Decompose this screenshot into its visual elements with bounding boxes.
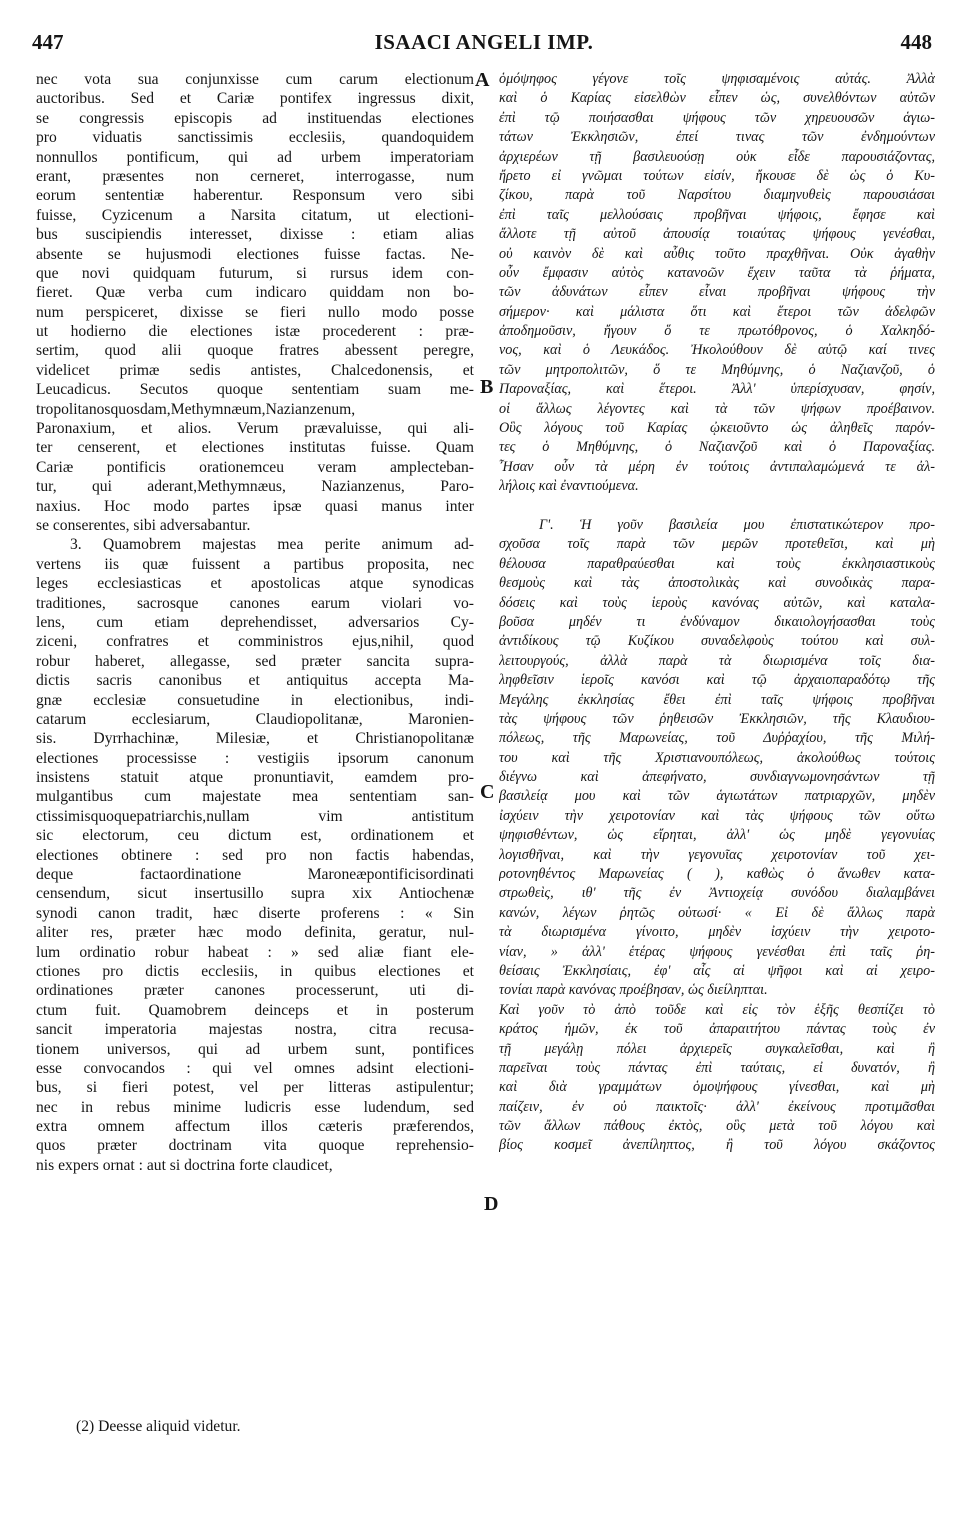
- greek-line: νίαν, » ἀλλ' ἑτέρας ψήφους γενέσθαι ἐπὶ ταῖς ῥη-: [499, 943, 935, 960]
- greek-line: παρεῖναι τοὺς πάντας ἐπὶ ταύταις, εἰ δυνατόν, ἢ: [499, 1059, 935, 1076]
- greek-line: θείσαις Ἐκκλησίαις, ἐφ' αἷς αἱ ψῆφοι καὶ αἱ χειρο-: [499, 962, 935, 979]
- greek-line: Καὶ γοῦν τὸ ἀπὸ τοῦδε καὶ εἰς τὸν ἑξῆς θεσπίζει τὸ: [499, 1001, 935, 1018]
- latin-line: se congressis episcopis ad instituendas electiones: [36, 109, 474, 127]
- greek-line: Μεγάλης ἐκκλησίας ἔθει ἐπὶ ταῖς ψήφοις προβῆναι: [499, 691, 935, 708]
- greek-line: τὰ διωρισμένα γίνοιτο, μηδὲν ἰσχύειν τὴν χειροτο-: [499, 924, 935, 941]
- greek-line: σχοῦσα τοῖς παρὰ τῶν μερῶν προτεθεῖσι, καὶ μὴ: [499, 536, 935, 553]
- latin-line: bus, si fieri potest, vel per litteras astipulentur;: [36, 1079, 474, 1097]
- greek-column: [499, 70, 935, 1156]
- margin-letter-c: C: [480, 781, 495, 803]
- greek-line: Παροναξίας, καὶ ἕτεροι. Ἀλλ' ὑπερίσχυσαν, φησίν,: [499, 381, 935, 398]
- margin-letter-b: B: [480, 376, 494, 398]
- greek-line: βοῦσα μηδέν τι ἐνδύναμον δικαιολογήσασθαι τοὺς: [499, 613, 935, 630]
- page-header: [28, 30, 940, 58]
- greek-line: ληφθεῖσιν ἱεροῖς κανόσι καὶ τῷ ἀρχαιοπαραδότῳ τῆς: [499, 672, 935, 689]
- greek-line: τάτων Ἐκκλησιῶν, ἐπεί τινας τῶν ἐνδημούντων: [499, 129, 935, 146]
- greek-line: τῶν ἄλλων πάθους ἐκτὸς, οὓς μετὰ τοῦ λόγου καὶ: [499, 1118, 935, 1135]
- greek-line: δόσεις καὶ τοὺς ἱεροὺς κανόνας αὐτῶν, καὶ καταλα-: [499, 594, 935, 611]
- latin-line: eorum sententiæ haberentur. Responsum vero sibi: [36, 187, 474, 205]
- latin-line: sertim, quod alii quoque fratres abessent peregre,: [36, 342, 474, 360]
- latin-line: ziceni, confratres et comministros ejus,nihil, quod: [36, 633, 474, 651]
- latin-line: auctoribus. Sed et Cariæ pontifex ingressus dixit,: [36, 90, 474, 108]
- latin-line: pro viduatis sanctissimis ecclesiis, quandoquidem: [36, 129, 474, 147]
- latin-line: 3. Quamobrem majestas mea perite animum ad-: [70, 536, 474, 554]
- greek-line: τες ὁ Μηθύμνης, ὁ Ναζιανζοῦ καὶ ὁ Παροναξίας.: [499, 439, 935, 456]
- latin-line: Paronaxium, et alios. Verum prævaluisse, qui ali-: [36, 420, 474, 438]
- latin-line: electiones processisse : vestigiis ipsorum canonum: [36, 749, 474, 767]
- latin-line: num perspiceret, dixisse se fieri nullo modo posse: [36, 303, 474, 321]
- latin-line: erant, præsentes non cerneret, interrogasse, num: [36, 167, 474, 185]
- latin-line: ordinationes præter canones processerunt, uti di-: [36, 982, 474, 1000]
- latin-line: fieret. Quæ verba cum indicaro quiddam non bo-: [36, 284, 474, 302]
- latin-line: catarum ecclesiarum, Claudiopolitanæ, Maronien-: [36, 710, 474, 728]
- greek-line: νος, καὶ ὁ Λευκάδος. Ἠκολούθουν δὲ αὐτῷ καί τινες: [499, 342, 935, 359]
- greek-line: οὖν ἔμφασιν αὐτὸς κατανοῶν ἔχειν ταῦτα τὰ ῥήματα,: [499, 264, 935, 281]
- greek-line: τῶν ἀδυνάτων εἶπεν εἶναι προβῆναι ψήφους τὴν: [499, 284, 935, 301]
- greek-line: ἐπὶ τῷ ποιήσασθαι ψήφους τῶν χηρευουσῶν ἁγιω-: [499, 109, 935, 126]
- latin-line: esse convocandos : qui vel omnes adsint electioni-: [36, 1059, 474, 1077]
- latin-line: insistens statuit atque pronuntiavit, eamdem pro-: [36, 769, 474, 787]
- greek-line: ζίκου, παρὰ τοῦ Ναρσίτου διαμηνυθεὶς παρουσιάσαι: [499, 187, 935, 204]
- latin-line: nonnullos pontificum, qui ad urbem imperatoriam: [36, 148, 474, 166]
- greek-line: βασιλείᾳ μου καὶ τῶν ἁγιωτάτων πατριαρχῶν, μηδὲν: [499, 788, 935, 805]
- latin-line: gnæ ecclesiæ consuetudine in electionibus, indi-: [36, 691, 474, 709]
- margin-letter-d: D: [484, 1193, 499, 1215]
- latin-line: naxius. Hoc modo partes ipsæ quasi manus inter: [36, 497, 474, 515]
- greek-line: ἐπὶ ταῖς μελλούσαις προβῆναι ψήφοις, ἔφησε καὶ: [499, 206, 935, 223]
- greek-line: λήλοις καὶ ἐναντιούμενα.: [499, 478, 639, 495]
- latin-line: ter censerent, et electiones institutas fuisse. Quam: [36, 439, 474, 457]
- greek-line: τονίαι παρὰ κανόνας προέβησαν, ὡς διείληπται.: [499, 982, 768, 999]
- footnote: (2) Deesse aliquid videtur.: [76, 1418, 241, 1435]
- greek-line: τῶν μητροπολιτῶν, ὅ τε Μηθύμνης, ὁ Ναζιανζοῦ, ὁ: [499, 361, 935, 378]
- greek-line: θεσμοὺς καὶ τὰς ἀποστολικὰς καὶ συνοδικὰς παρα-: [499, 575, 935, 592]
- greek-line: πόλεως, τῆς Μαρωνείας, τοῦ Δυῤῥαχίου, τῆς Μιλή-: [499, 730, 935, 747]
- greek-line: Οὓς λόγους τοῦ Καρίας ᾠκειοῦντο ὡς ἀληθεῖς παρόν-: [499, 420, 935, 437]
- latin-line: Leucadicus. Secutos quoque sententiam suam me-: [36, 381, 474, 399]
- latin-line: extra omnem affectum illos cæteris præferendos,: [36, 1118, 474, 1136]
- latin-line: dictis sacris canonibus et antiquitus accepta Ma-: [36, 672, 474, 690]
- greek-line: οἱ ἄλλως λέγοντες καὶ τὰ τῶν ψήφων προέβαινον.: [499, 400, 935, 417]
- latin-line: sis. Dyrrhachinæ, Milesiæ, et Christianopolitanæ: [36, 730, 474, 748]
- latin-line: lum ordinatio robur habeat : » sed aliæ fiant ele-: [36, 943, 474, 961]
- latin-line: videlicet primæ sedis antistes, Chalcedonensis, et: [36, 361, 474, 379]
- latin-line: que novi quidquam futurum, si rursus idem con-: [36, 264, 474, 282]
- latin-line: ctissimisquoquepatriarchis,nullam vim antistitum: [36, 807, 474, 825]
- latin-line: censendum, sicut insertusillo supra xix Antiochenæ: [36, 885, 474, 903]
- greek-line: τῇ μεγάλῃ πόλει ἀρχιερεῖς συγκαλεῖσθαι, καὶ ἢ: [499, 1040, 935, 1057]
- greek-line: διέγνω καὶ ἀπεφήνατο, συνδιαγνωμονησάντων τῇ: [499, 769, 935, 786]
- greek-line: ὁμόψηφος γέγονε τοῖς ψηφισαμένοις αὐτάς. Ἀλλὰ: [499, 71, 935, 87]
- latin-line: nis expers ornat : aut si doctrina forte claudicet,: [36, 1156, 333, 1174]
- greek-line: του καὶ τῆς Χριστιανουπόλεως, ἀκολούθως τούτοις: [499, 749, 935, 766]
- latin-line: quos præter doctrinam vita quoque reprehensio-: [36, 1137, 474, 1155]
- greek-line: ἰσχύειν τὴν χειροτονίαν καὶ τὰς ψήφους τῶν οὕτω: [499, 807, 935, 824]
- latin-line: mulgantibus cum majestate mea sententiam san-: [36, 788, 474, 806]
- greek-line: στρωθεὶς, ιθ' τῆς ἐν Ἀντιοχείᾳ συνόδου διαλαμβάνει: [499, 885, 935, 902]
- greek-line: θέλουσα παραθραύεσθαι καὶ τοὺς ἐκκλησιαστικοὺς: [499, 555, 935, 572]
- running-title: ISAACI ANGELI IMP.: [374, 30, 594, 54]
- greek-line: ροτονηθέντος Μαρωνείας ( ), καθὼς ὁ ἄνωθεν κατα-: [499, 866, 935, 883]
- latin-line: sic electorum, ceu dictum est, ordinationem et: [36, 827, 474, 845]
- latin-line: traditiones, sacrosque canones earum violari vo-: [36, 594, 474, 612]
- greek-line: ἀντιδίκους τῷ Κυζίκου συναδελφοὺς τούτου καὶ συλ-: [499, 633, 935, 650]
- latin-line: se conserentes, sibi adversabantur.: [36, 516, 251, 534]
- greek-line: λογισθῆναι, καὶ τὴν γεγονυῖας χειροτονίαν τοῦ χει-: [499, 846, 935, 863]
- latin-line: deque factaordinatione Maroneæpontificisordinati: [36, 866, 474, 884]
- greek-line: ἄλλοτε τῇ αὐτοῦ ἀπουσίᾳ τοιαύτας ψήφους γενέσθαι,: [499, 226, 935, 243]
- latin-line: bus suscipiendis interesset, dixisse : etiam alias: [36, 226, 474, 244]
- greek-line: ψηφισθέντων, ὡς εἴρηται, ἀλλ' ὡς μηδὲ γεγονυίας: [499, 827, 935, 844]
- greek-line: λειτουργούς, ἀλλὰ παρὰ τὰ διωρισμένα τοῖς δια-: [499, 652, 935, 669]
- greek-line: Ἦσαν οὖν τὰ μέρη ἐν τούτοις ἀντιπαλαμώμενά τε ἀλ-: [499, 458, 935, 475]
- latin-line: electiones obtinere : sed pro non factis habendas,: [36, 846, 474, 864]
- greek-line: ἤρετο εἰ γνῶμαι τούτων εἰσίν, ἤκουσε δὲ ὡς ὁ Κυ-: [499, 167, 935, 184]
- greek-line: βίος κοσμεῖ ἀνεπίληπτος, ἢ τοῦ λόγου σκάζοντος: [499, 1137, 935, 1154]
- latin-line: tropolitanosquosdam,Methymnæum,Nazianzenum,: [36, 400, 356, 418]
- latin-line: fuisse, Cyzicenum a Narsita citatum, ut electioni-: [36, 206, 474, 224]
- page-number-left: 447: [32, 30, 64, 54]
- greek-line: ἀποδημοῦσιν, ἤγουν ὅ τε πρωτόθρονος, ὁ Χαλκηδό-: [499, 323, 935, 340]
- latin-line: leges ecclesiasticas et apostolicas atque synodicas: [36, 575, 474, 593]
- latin-line: lens, cum etiam deprehendisset, adversarios Cy-: [36, 613, 474, 631]
- latin-line: synodi canon tradit, hæc diserte proferens : « Sin: [36, 904, 474, 922]
- margin-letter-a: A: [475, 69, 490, 91]
- latin-line: tur, qui aderant,Methymnæus, Nazianzenus, Paro-: [36, 478, 474, 496]
- latin-column: [36, 70, 474, 1175]
- greek-line: Γ'. Ἡ γοῦν βασιλεία μου ἐπιστατικώτερον προ-: [539, 516, 935, 533]
- greek-line: σήμερον· καὶ μάλιστα ὅτι καὶ ἕτεροι τῶν ἀδελφῶν: [499, 303, 935, 320]
- greek-line: καὶ διὰ γραμμάτων ὁμοψήφους γίνεσθαι, καὶ μὴ: [499, 1079, 935, 1096]
- greek-line: ἀρχιερέων τῇ βασιλευούσῃ οὐκ εἶδε παρουσιάζοντας,: [499, 148, 935, 165]
- latin-line: nec in rebus minime ludicris esse ludendum, sed: [36, 1098, 474, 1116]
- latin-line: ctum fuit. Quamobrem deinceps et in posterum: [36, 1001, 474, 1019]
- latin-line: ut hodierno die electiones istæ procederent : præ-: [36, 323, 474, 341]
- greek-line: τὰς ψήφους τῶν ῥηθεισῶν Ἐκκλησιῶν, τῆς Κλαυδιου-: [499, 710, 935, 727]
- greek-line: κανών, λέγων ῥητῶς οὑτωσί· « Εἰ δὲ ἄλλως παρὰ: [499, 904, 935, 921]
- greek-line: κράτος ἡμῶν, ἐκ τοῦ ἀπαραιτήτου πάντας τοὺς ἐν: [499, 1021, 935, 1038]
- latin-line: nec vota sua conjunxisse cum carum electionum: [36, 71, 474, 88]
- latin-line: aliter res, præter hæc modo definita, geratur, nul-: [36, 924, 474, 942]
- latin-line: robur haberet, allegasse, sed præter sancita supra-: [36, 652, 474, 670]
- latin-line: tionem universos, qui ad urbem sunt, pontifices: [36, 1040, 474, 1058]
- greek-line: οὐ καινὸν δὲ καὶ αὖθις τοῦτο πραχθῆναι. Οὐκ ἀγαθὴν: [499, 245, 935, 262]
- latin-line: vertens iis quæ fuissent a partibus proposita, nec: [36, 555, 474, 573]
- greek-line: παίζειν, ἐν οὐ παικτοῖς· ἀλλ' ἐκείνους προτιμᾶσθαι: [499, 1098, 935, 1115]
- greek-line: καὶ ὁ Καρίας εἰσελθὼν εἶπεν ὡς, συνελθόντων αὐτῶν: [499, 90, 935, 107]
- latin-line: sancit imperatoria majestas nostra, citra recusa-: [36, 1021, 474, 1039]
- latin-line: ctiones pro dictis ecclesiis, in quibus electiones et: [36, 962, 474, 980]
- page-number-right: 448: [900, 30, 932, 54]
- latin-line: Cariæ pontificis orationemceu veram amplecteban-: [36, 458, 474, 476]
- latin-line: absente se hujusmodi electiones fuisse factas. Ne-: [36, 245, 474, 263]
